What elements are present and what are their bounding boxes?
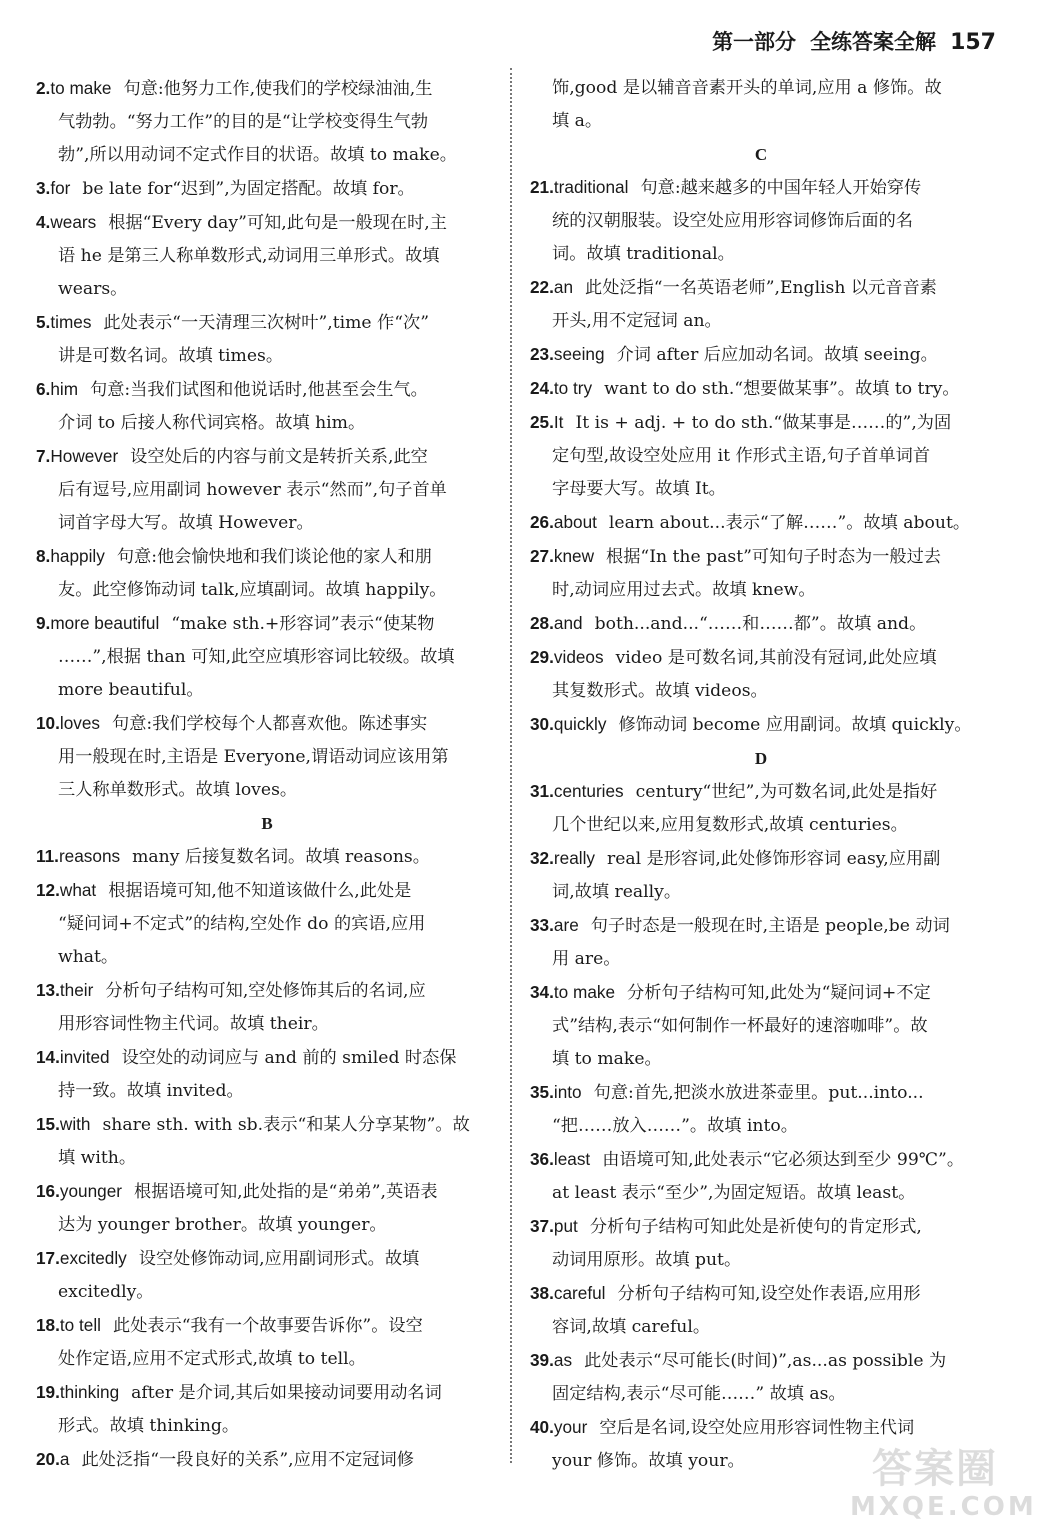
- item-explanation: real 是形容词,此处修饰形容词 easy,应用副: [606, 849, 941, 869]
- item-explanation-line: 词首字母大写。故填 However。: [58, 513, 314, 533]
- item-explanation: century“世纪”,为可数名词,此处是指好: [635, 782, 938, 802]
- item-answer: and: [553, 613, 583, 633]
- item-number: 8.: [36, 546, 51, 566]
- item-explanation: video 是可数名词,其前没有冠词,此处应填: [615, 648, 937, 668]
- item-answer: as: [553, 1350, 573, 1370]
- item-explanation-line: more beautiful。: [58, 680, 204, 700]
- item-explanation: 句意:当我们试图和他说话时,他甚至会生气。: [90, 380, 428, 400]
- item-answer: put: [553, 1216, 578, 1236]
- item-explanation: 修饰动词 become 应用副词。故填 quickly。: [618, 715, 972, 735]
- item-answer: knew: [553, 546, 595, 566]
- item-number: 28.: [530, 613, 554, 633]
- answer-item: [530, 338, 992, 372]
- item-answer: to make: [50, 78, 112, 98]
- item-answer: to make: [553, 982, 616, 1002]
- answer-item: [36, 373, 498, 407]
- watermark-bottom: MXQE.COM: [850, 1492, 1037, 1522]
- section-heading: B: [261, 814, 273, 833]
- item-explanation: 根据“In the past”可知句子时态为一般过去: [606, 547, 941, 567]
- item-explanation: 根据语境可知,他不知道该做什么,此处是: [108, 881, 412, 901]
- item-explanation: 分析句子结构可知,空处修饰其后的名词,应: [105, 981, 426, 1001]
- item-explanation-line: 词。故填 traditional。: [552, 244, 735, 264]
- item-number: 6.: [36, 379, 51, 399]
- item-explanation-line: 开头,用不定冠词 an。: [552, 311, 722, 331]
- item-explanation-line: at least 表示“至少”,为固定短语。故填 least。: [552, 1183, 916, 1203]
- item-explanation: 分析句子结构可知此处是祈使句的肯定形式,: [589, 1217, 922, 1237]
- item-explanation: It is + adj. + to do sth.“做某事是……的”,为固: [575, 413, 952, 433]
- item-number: 30.: [530, 714, 554, 734]
- item-number: 17.: [36, 1248, 60, 1268]
- item-explanation-line: 动词用原形。故填 put。: [552, 1250, 742, 1270]
- answer-item: [36, 1242, 498, 1276]
- item-explanation-line: what。: [58, 947, 119, 967]
- item-answer: your: [553, 1417, 588, 1437]
- item-answer: thinking: [59, 1382, 120, 1402]
- item-answer: least: [553, 1149, 591, 1169]
- item-explanation-line: 介词 to 后接人称代词宾格。故填 him。: [58, 413, 366, 433]
- item-answer: happily: [50, 546, 105, 566]
- item-answer: their: [59, 980, 94, 1000]
- item-number: 29.: [530, 647, 554, 667]
- item-answer: However: [50, 446, 119, 466]
- item-number: 27.: [530, 546, 554, 566]
- answer-item: [36, 1309, 498, 1343]
- answer-item: [36, 707, 498, 741]
- item-number: 35.: [530, 1082, 554, 1102]
- answer-item: [530, 775, 992, 809]
- item-answer: into: [553, 1082, 582, 1102]
- item-answer: to try: [553, 378, 593, 398]
- header-part: 第一部分: [712, 30, 797, 54]
- item-answer: wears: [50, 212, 97, 232]
- item-answer: with: [59, 1114, 91, 1134]
- item-explanation-line: ……”,根据 than 可知,此空应填形容词比较级。故填: [58, 647, 455, 667]
- answer-item: [36, 974, 498, 1008]
- item-answer: reasons: [58, 846, 121, 866]
- item-answer: traditional: [553, 177, 629, 197]
- item-number: 32.: [530, 848, 554, 868]
- header-title: 全练答案全解: [810, 30, 937, 54]
- item-explanation-line: your 修饰。故填 your。: [552, 1451, 745, 1471]
- item-explanation: learn about...表示“了解……”。故填 about。: [608, 513, 971, 533]
- answer-item: [530, 1277, 992, 1311]
- item-explanation: 此处泛指“一段良好的关系”,应用不定冠词修: [81, 1450, 414, 1470]
- answer-continued-line: 填 a。: [552, 111, 603, 131]
- item-explanation-line: excitedly。: [58, 1282, 154, 1302]
- item-number: 37.: [530, 1216, 554, 1236]
- item-number: 12.: [36, 880, 60, 900]
- item-number: 14.: [36, 1047, 60, 1067]
- item-number: 39.: [530, 1350, 554, 1370]
- item-explanation-line: 三人称单数形式。故填 loves。: [58, 780, 298, 800]
- item-explanation-line: 其复数形式。故填 videos。: [552, 681, 768, 701]
- answer-item: [530, 976, 992, 1010]
- item-explanation-line: 用形容词性物主代词。故填 their。: [58, 1014, 329, 1034]
- item-answer: videos: [553, 647, 604, 667]
- item-number: 7.: [36, 446, 51, 466]
- item-answer: loves: [59, 713, 101, 733]
- answer-item: [36, 1108, 498, 1142]
- item-explanation: both...and...“……和……都”。故填 and。: [594, 614, 927, 634]
- item-explanation-line: 处作定语,应用不定式形式,故填 to tell。: [58, 1349, 366, 1369]
- item-explanation: 介词 after 后应加动名词。故填 seeing。: [616, 345, 938, 365]
- answer-item: [530, 171, 992, 205]
- item-explanation-line: 词,故填 really。: [552, 882, 682, 902]
- item-answer: times: [50, 312, 92, 332]
- section-heading: C: [754, 145, 768, 164]
- answer-item: [530, 708, 992, 742]
- column-divider: [510, 68, 512, 1463]
- item-explanation: after 是介词,其后如果接动词要用动名词: [131, 1383, 442, 1403]
- item-explanation-line: 式”结构,表示“如何制作一杯最好的速溶咖啡”。故: [552, 1016, 928, 1036]
- item-explanation: 此处泛指“一名英语老师”,English 以元音音素: [585, 278, 937, 298]
- item-explanation-line: 形式。故填 thinking。: [58, 1416, 240, 1436]
- item-number: 5.: [36, 312, 51, 332]
- item-explanation: 此处表示“一天清理三次树叶”,time 作“次”: [103, 313, 429, 333]
- item-explanation-line: 气勃勃。“努力工作”的目的是“让学校变得生气勃: [58, 112, 429, 132]
- item-answer: careful: [553, 1283, 606, 1303]
- item-explanation-line: 用一般现在时,主语是 Everyone,谓语动词应该用第: [58, 747, 449, 767]
- item-number: 15.: [36, 1114, 60, 1134]
- answer-item: [530, 372, 992, 406]
- item-explanation-line: 填 with。: [58, 1148, 137, 1168]
- item-answer: seeing: [553, 344, 605, 364]
- item-explanation-line: 几个世纪以来,应用复数形式,故填 centuries。: [552, 815, 908, 835]
- item-answer: for: [50, 178, 71, 198]
- answer-item: [530, 909, 992, 943]
- item-number: 13.: [36, 980, 60, 1000]
- answer-item: [530, 540, 992, 574]
- item-explanation: 设空处后的内容与前文是转折关系,此空: [130, 447, 428, 467]
- item-explanation-line: 容词,故填 careful。: [552, 1317, 711, 1337]
- answer-continued-line: 饰,good 是以辅音音素开头的单词,应用 a 修饰。故: [552, 78, 942, 98]
- item-explanation: “make sth.+形容词”表示“使某物: [171, 614, 435, 634]
- item-explanation: 空后是名词,设空处应用形容词性物主代词: [599, 1418, 915, 1438]
- item-explanation: 此处表示“我有一个故事要告诉你”。设空: [113, 1316, 423, 1336]
- item-explanation-line: “把……放入……”。故填 into。: [552, 1116, 798, 1136]
- answer-item: [36, 172, 498, 206]
- answer-item: [530, 506, 992, 540]
- page-number: 157: [950, 30, 996, 55]
- answer-item: [530, 1210, 992, 1244]
- answer-item: [36, 607, 498, 641]
- item-number: 26.: [530, 512, 554, 532]
- item-number: 19.: [36, 1382, 60, 1402]
- item-explanation: 句意:首先,把淡水放进茶壶里。put...into...: [593, 1083, 924, 1103]
- item-explanation: want to do sth.“想要做某事”。故填 to try。: [604, 379, 960, 399]
- item-answer: a: [59, 1449, 70, 1469]
- answer-item: [530, 1143, 992, 1177]
- answer-item: [36, 1175, 498, 1209]
- item-number: 9.: [36, 613, 51, 633]
- item-explanation-line: 后有逗号,应用副词 however 表示“然而”,句子首单: [58, 480, 447, 500]
- item-answer: him: [50, 379, 79, 399]
- item-explanation-line: 填 to make。: [552, 1049, 662, 1069]
- item-answer: are: [553, 915, 579, 935]
- item-answer: an: [553, 277, 574, 297]
- item-explanation: share sth. with sb.表示“和某人分享某物”。故: [102, 1115, 470, 1135]
- watermark-logo: [850, 1446, 1037, 1526]
- item-number: 24.: [530, 378, 554, 398]
- section-heading: D: [754, 749, 768, 768]
- answer-item: [36, 306, 498, 340]
- page-header: [712, 26, 996, 56]
- watermark-top: 答案圈: [872, 1446, 998, 1492]
- answer-item: [530, 607, 992, 641]
- item-number: 3.: [36, 178, 51, 198]
- answer-item: [530, 641, 992, 675]
- item-explanation: 分析句子结构可知,此处为“疑问词+不定: [627, 983, 931, 1003]
- item-number: 2.: [36, 78, 51, 98]
- answer-item: [36, 1443, 498, 1477]
- answer-item: [36, 840, 498, 874]
- item-explanation: 设空处修饰动词,应用副词形式。故填: [138, 1249, 420, 1269]
- item-number: 33.: [530, 915, 554, 935]
- item-explanation: 句意:我们学校每个人都喜欢他。陈述事实: [112, 714, 428, 734]
- answer-item: [36, 72, 498, 106]
- answer-item: [36, 440, 498, 474]
- item-number: 31.: [530, 781, 554, 801]
- item-explanation: be late for“迟到”,为固定搭配。故填 for。: [82, 179, 415, 199]
- item-explanation-line: 统的汉朝服装。设空处应用形容词修饰后面的名: [552, 211, 913, 231]
- item-explanation: 分析句子结构可知,设空处作表语,应用形: [617, 1284, 921, 1304]
- item-explanation-line: 达为 younger brother。故填 younger。: [58, 1215, 387, 1235]
- item-explanation: 句意:他会愉快地和我们谈论他的家人和朋: [116, 547, 432, 567]
- item-answer: really: [553, 848, 595, 868]
- item-number: 21.: [530, 177, 554, 197]
- item-number: 34.: [530, 982, 554, 1002]
- item-answer: what: [59, 880, 97, 900]
- item-number: 11.: [36, 846, 59, 866]
- item-explanation: 句意:越来越多的中国年轻人开始穿传: [640, 178, 922, 198]
- answer-item: [530, 1411, 992, 1445]
- item-number: 4.: [36, 212, 51, 232]
- answer-item: [36, 540, 498, 574]
- item-answer: to tell: [59, 1315, 101, 1335]
- item-answer: younger: [59, 1181, 123, 1201]
- item-number: 16.: [36, 1181, 60, 1201]
- answer-item: [36, 1041, 498, 1075]
- item-explanation-line: 友。此空修饰动词 talk,应填副词。故填 happily。: [58, 580, 447, 600]
- item-explanation-line: 用 are。: [552, 949, 621, 969]
- item-answer: about: [553, 512, 597, 532]
- item-answer: invited: [59, 1047, 110, 1067]
- item-explanation: 设空处的动词应与 and 前的 smiled 时态保: [121, 1048, 457, 1068]
- item-number: 20.: [36, 1449, 60, 1469]
- answer-item: [36, 206, 498, 240]
- item-explanation-line: 时,动词应用过去式。故填 knew。: [552, 580, 816, 600]
- answer-item: [36, 1376, 498, 1410]
- item-explanation-line: 定句型,故设空处应用 it 作形式主语,句子首单词首: [552, 446, 931, 466]
- item-answer: more beautiful: [50, 613, 160, 633]
- right-column: [530, 72, 992, 1478]
- item-number: 40.: [530, 1417, 554, 1437]
- answer-item: [36, 874, 498, 908]
- item-answer: centuries: [553, 781, 624, 801]
- item-explanation-line: 勃”,所以用动词不定式作目的状语。故填 to make。: [58, 145, 457, 165]
- left-column: [36, 72, 498, 1477]
- item-explanation: 根据语境可知,此处指的是“弟弟”,英语表: [134, 1182, 438, 1202]
- item-explanation-line: 持一致。故填 invited。: [58, 1081, 244, 1101]
- item-explanation-line: 语 he 是第三人称单数形式,动词用三单形式。故填: [58, 246, 440, 266]
- answer-item: [530, 1344, 992, 1378]
- item-explanation-line: 字母要大写。故填 It。: [552, 479, 726, 499]
- item-answer: excitedly: [59, 1248, 127, 1268]
- item-explanation-line: 固定结构,表示“尽可能……” 故填 as。: [552, 1384, 846, 1404]
- item-answer: It: [553, 412, 564, 432]
- item-number: 25.: [530, 412, 554, 432]
- item-number: 23.: [530, 344, 554, 364]
- item-explanation-line: 讲是可数名词。故填 times。: [58, 346, 284, 366]
- item-explanation: 由语境可知,此处表示“它必须达到至少 99℃”。: [602, 1150, 965, 1170]
- answer-item: [530, 842, 992, 876]
- answer-item: [530, 1076, 992, 1110]
- item-answer: quickly: [553, 714, 607, 734]
- item-explanation: 句意:他努力工作,使我们的学校绿油油,生: [123, 79, 433, 99]
- item-explanation: 根据“Every day”可知,此句是一般现在时,主: [108, 213, 447, 233]
- item-number: 38.: [530, 1283, 554, 1303]
- answer-item: [530, 271, 992, 305]
- item-explanation-line: “疑问词+不定式”的结构,空处作 do 的宾语,应用: [58, 914, 426, 934]
- item-number: 36.: [530, 1149, 554, 1169]
- item-explanation: many 后接复数名词。故填 reasons。: [132, 847, 430, 867]
- item-explanation: 此处表示“尽可能长(时间)”,as...as possible 为: [584, 1351, 947, 1371]
- item-number: 10.: [36, 713, 60, 733]
- item-number: 18.: [36, 1315, 60, 1335]
- item-explanation-line: wears。: [58, 279, 128, 299]
- answer-item: [530, 406, 992, 440]
- item-explanation: 句子时态是一般现在时,主语是 people,be 动词: [590, 916, 950, 936]
- item-number: 22.: [530, 277, 554, 297]
